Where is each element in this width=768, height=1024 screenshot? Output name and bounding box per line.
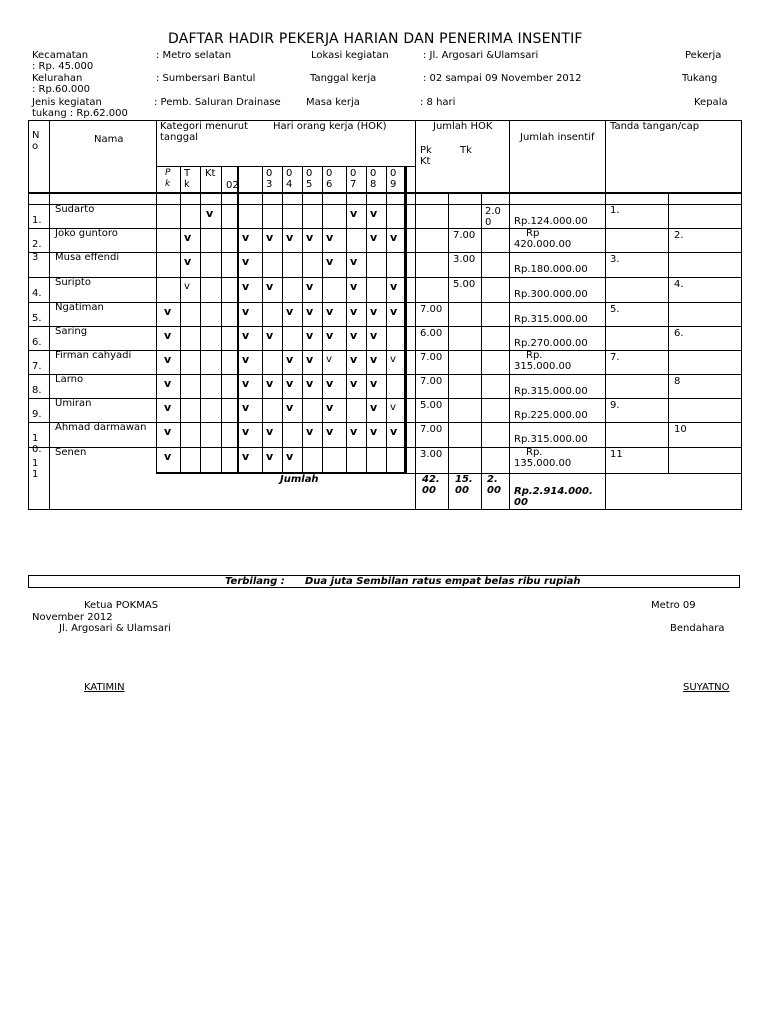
table-border-bottom (28, 509, 742, 510)
row-tanda: 5. (610, 304, 620, 315)
date-header: 0 5 (306, 168, 313, 190)
row-tanda: 8 (674, 376, 681, 387)
subheader-line (156, 166, 415, 167)
check-mark-date: v (306, 425, 314, 438)
row-insentif: Rp.270.000.00 (514, 338, 588, 349)
check-mark-date: v (242, 425, 250, 438)
row-nama: Sudarto (55, 204, 95, 215)
check-mark-date: v (306, 231, 314, 244)
row-number: 3 (32, 252, 39, 263)
row-insentif: Rp 420.000.00 (514, 228, 572, 250)
hok-tk-value: 5.00 (453, 279, 476, 290)
check-mark-date: v (286, 353, 294, 366)
row-insentif: Rp.180.000.00 (514, 264, 588, 275)
check-mark-kt: v (206, 207, 214, 220)
hok-pk-value: 7.00 (420, 352, 443, 363)
row-nama: Joko guntoro (55, 228, 118, 239)
header-hok: Hari orang kerja (HOK) (273, 121, 387, 132)
row-tanda: 11 (610, 449, 623, 460)
check-mark-date: v (390, 354, 396, 365)
check-mark-date: v (390, 425, 398, 438)
check-mark-date: v (242, 353, 250, 366)
date-header: 0 4 (286, 168, 293, 190)
check-mark-date: v (390, 231, 398, 244)
check-mark-date: v (242, 255, 250, 268)
total-insentif: Rp.2.914.000. 00 (514, 486, 593, 508)
date-header: 0 6 (326, 168, 333, 190)
date-col-line (322, 166, 323, 473)
row-line (28, 398, 741, 399)
col-line-nama (49, 120, 50, 509)
row-tanda: 10 (674, 424, 687, 435)
total-kt: 2. 00 (487, 474, 501, 496)
check-mark-date: v (306, 377, 314, 390)
date-col-line (366, 166, 367, 473)
col-line-kt (481, 193, 482, 509)
attendance-table (28, 120, 741, 509)
row-line (28, 228, 741, 229)
table-border-left (28, 120, 29, 509)
check-mark-date: v (326, 425, 334, 438)
check-mark-date: v (266, 231, 274, 244)
row-insentif: Rp.315.000.00 (514, 314, 588, 325)
check-mark-tk: v (184, 231, 192, 244)
bendahara-label: Bendahara (670, 623, 725, 634)
header-jumlah-hok: Jumlah HOK (433, 121, 493, 132)
lokasi-label: Lokasi kegiatan (311, 50, 389, 61)
hok-tk-value: 3.00 (453, 254, 476, 265)
check-mark-date: v (350, 425, 358, 438)
totals-top-line (156, 473, 741, 474)
row-tanda: 6. (674, 328, 684, 339)
date-col-line (386, 166, 387, 473)
date-header: 0 3 (266, 168, 273, 190)
masa-label: Masa kerja (306, 97, 360, 108)
date-header: 0 9 (390, 168, 397, 190)
check-mark-date: v (266, 377, 274, 390)
row-line (28, 374, 741, 375)
row-line (28, 447, 741, 448)
place-date: Metro 09 (651, 600, 696, 611)
row-nama: Suripto (55, 277, 91, 288)
header-kategori: Kategori menurut tanggal (160, 121, 249, 143)
pekerja-label: Pekerja (685, 50, 722, 61)
check-mark-date: v (390, 280, 398, 293)
hok-pk-value: 3.00 (420, 449, 443, 460)
row-number: 4. (32, 288, 42, 299)
kelurahan-value: : Sumbersari Bantul (156, 73, 256, 84)
check-mark-date: v (350, 305, 358, 318)
pekerja-rate: : Rp. 45.000 (32, 61, 94, 72)
check-mark-date: v (306, 280, 314, 293)
kepala-rate: tukang : Rp.62.000 (32, 108, 128, 119)
check-mark-date: v (370, 329, 378, 342)
row-tanda: 4. (674, 279, 684, 290)
check-mark-date: v (326, 231, 334, 244)
hok-pk-value: 7.00 (420, 376, 443, 387)
date-col-line-thick (237, 166, 239, 473)
header-tk: Tk (460, 145, 472, 156)
row-line (28, 326, 741, 327)
check-mark-date: v (242, 329, 250, 342)
row-line (28, 302, 741, 303)
check-mark-tk: v (184, 281, 190, 292)
check-mark-date: v (286, 450, 294, 463)
row-insentif: Rp.124.000.00 (514, 216, 588, 227)
header-nama: Nama (94, 134, 124, 145)
row-insentif: Rp.300.000.00 (514, 289, 588, 300)
check-mark-pk: v (164, 401, 172, 414)
tanggal-value: : 02 sampai 09 November 2012 (423, 73, 582, 84)
bendahara-name: SUYATNO (683, 682, 730, 693)
date-header: 0 7 (350, 168, 357, 190)
check-mark-date: v (350, 377, 358, 390)
check-mark-pk: v (164, 329, 172, 342)
check-mark-date: v (266, 329, 274, 342)
check-mark-date: v (370, 401, 378, 414)
hok-pk-value: 5.00 (420, 400, 443, 411)
col-line-hok (415, 120, 416, 509)
check-mark-pk: v (164, 425, 172, 438)
row-number: 2. (32, 239, 42, 250)
row-tanda: 2. (674, 230, 684, 241)
check-mark-date: v (326, 354, 332, 365)
check-mark-pk: v (164, 305, 172, 318)
row-insentif: Rp.315.000.00 (514, 386, 588, 397)
tukang-rate: : Rp.60.000 (32, 84, 91, 95)
row-insentif: Rp. 135.000.00 (514, 447, 572, 469)
check-mark-date: v (242, 377, 250, 390)
tanggal-label: Tanggal kerja (310, 73, 377, 84)
row-nama: Umiran (55, 398, 92, 409)
date-col-line (302, 166, 303, 473)
kelurahan-label: Kelurahan (32, 73, 83, 84)
jenis-value: : Pemb. Saluran Drainase (154, 97, 281, 108)
address-text: Jl. Argosari & Ulamsari (59, 623, 171, 634)
check-mark-date: v (242, 450, 250, 463)
hok-pk-value: 6.00 (420, 328, 443, 339)
place-date-month: November 2012 (32, 612, 113, 623)
row-tanda: 1. (610, 205, 620, 216)
subheader-tk: T k (184, 168, 191, 190)
check-mark-date: v (306, 353, 314, 366)
date-header: 02 (226, 180, 239, 191)
row-nama: Ahmad darmawan (55, 422, 147, 433)
hok-pk-value: 7.00 (420, 424, 443, 435)
check-mark-tk: v (184, 255, 192, 268)
subheader-pk: P k (165, 168, 171, 189)
check-mark-date: v (326, 401, 334, 414)
check-mark-date: v (350, 280, 358, 293)
row-line (28, 252, 741, 253)
row-number: 1 0. (32, 433, 42, 455)
check-mark-date: v (306, 329, 314, 342)
check-mark-date: v (266, 425, 274, 438)
kecamatan-label: Kecamatan (32, 50, 89, 61)
check-mark-date: v (286, 305, 294, 318)
row-tanda: 7. (610, 352, 620, 363)
row-number: 1 1 (32, 458, 39, 480)
check-mark-pk: v (164, 377, 172, 390)
hok-pk-value: 7.00 (420, 304, 443, 315)
row-nama: Firman cahyadi (55, 350, 132, 361)
date-col-line (346, 166, 347, 473)
masa-value: : 8 hari (420, 97, 456, 108)
row-nama: Musa effendi (55, 252, 120, 263)
check-mark-date: v (370, 305, 378, 318)
date-end-line (404, 166, 406, 473)
check-mark-date: v (306, 305, 314, 318)
check-mark-date: v (286, 401, 294, 414)
ketua-label: Ketua POKMAS (84, 600, 159, 611)
subcol-line (221, 166, 222, 473)
tukang-label: Tukang (682, 73, 718, 84)
row-line (28, 350, 741, 351)
row-number: 5. (32, 313, 42, 324)
row-line (28, 277, 741, 278)
row-nama: Senen (55, 447, 87, 458)
header-jumlah-insentif: Jumlah insentif (520, 132, 595, 143)
row-insentif: Rp. 315.000.00 (514, 350, 572, 372)
check-mark-date: v (326, 305, 334, 318)
subcol-line (180, 166, 181, 473)
row-line (28, 204, 741, 205)
date-col-line (282, 166, 283, 473)
date-header: 0 8 (370, 168, 377, 190)
check-mark-date: v (350, 207, 358, 220)
row-insentif: Rp.315.000.00 (514, 434, 588, 445)
check-mark-pk: v (164, 353, 172, 366)
check-mark-date: v (370, 353, 378, 366)
row-number: 9. (32, 409, 42, 420)
kecamatan-value: : Metro selatan (156, 50, 232, 61)
check-mark-date: v (350, 255, 358, 268)
check-mark-date: v (350, 353, 358, 366)
terbilang-value: Dua juta Sembilan ratus empat belas ribu rupiah (305, 576, 581, 587)
check-mark-date: v (370, 425, 378, 438)
check-mark-date: v (370, 377, 378, 390)
row-nama: Ngatiman (55, 302, 104, 313)
jenis-label: Jenis kegiatan (32, 97, 102, 108)
date-col-line (262, 166, 263, 473)
check-mark-date: v (242, 231, 250, 244)
header-pk-kt: Pk Kt (420, 145, 432, 167)
check-mark-date: v (390, 402, 396, 413)
check-mark-date: v (242, 401, 250, 414)
check-mark-date: v (242, 280, 250, 293)
jumlah-label: Jumlah (280, 474, 319, 485)
total-tk: 15. 00 (455, 474, 473, 496)
header-bottom-line2 (28, 193, 741, 194)
col-line-kategori (156, 120, 157, 473)
terbilang-label: Terbilang : (225, 576, 285, 587)
check-mark-date: v (370, 207, 378, 220)
header-no: N o (32, 130, 40, 152)
check-mark-date: v (326, 329, 334, 342)
check-mark-date: v (266, 280, 274, 293)
check-mark-date: v (390, 305, 398, 318)
document-title: DAFTAR HADIR PEKERJA HARIAN DAN PENERIMA INSENTIF (168, 31, 583, 47)
check-mark-date: v (350, 329, 358, 342)
row-insentif: Rp.225.000.00 (514, 410, 588, 421)
col-line-tk (448, 193, 449, 509)
row-nama: Larno (55, 374, 84, 385)
row-number: 6. (32, 337, 42, 348)
kepala-label: Kepala (694, 97, 728, 108)
check-mark-pk: v (164, 450, 172, 463)
header-tanda: Tanda tangan/cap (610, 121, 700, 132)
row-tanda: 3. (610, 254, 620, 265)
row-number: 1. (32, 215, 42, 226)
table-border-right (741, 120, 742, 509)
check-mark-date: v (326, 377, 334, 390)
check-mark-date: v (242, 305, 250, 318)
col-line-insentif (509, 120, 510, 509)
subcol-line (200, 166, 201, 473)
check-mark-date: v (286, 377, 294, 390)
ketua-name: KATIMIN (84, 682, 125, 693)
hok-tk-value: 7.00 (453, 230, 476, 241)
check-mark-date: v (286, 231, 294, 244)
row-nama: Saring (55, 326, 88, 337)
lokasi-value: : Jl. Argosari &Ulamsari (423, 50, 539, 61)
row-number: 8. (32, 385, 42, 396)
row-tanda: 9. (610, 400, 620, 411)
check-mark-date: v (266, 450, 274, 463)
check-mark-date: v (370, 231, 378, 244)
total-pk: 42. 00 (422, 474, 440, 496)
terbilang-box (28, 575, 740, 588)
col-line-tanda (605, 120, 606, 509)
date-col-line (406, 166, 407, 473)
hok-kt-value: 2.0 0 (485, 206, 501, 228)
subheader-kt: Kt (205, 168, 216, 179)
check-mark-date: v (326, 255, 334, 268)
col-line-tanda2 (668, 193, 669, 473)
row-number: 7. (32, 361, 42, 372)
